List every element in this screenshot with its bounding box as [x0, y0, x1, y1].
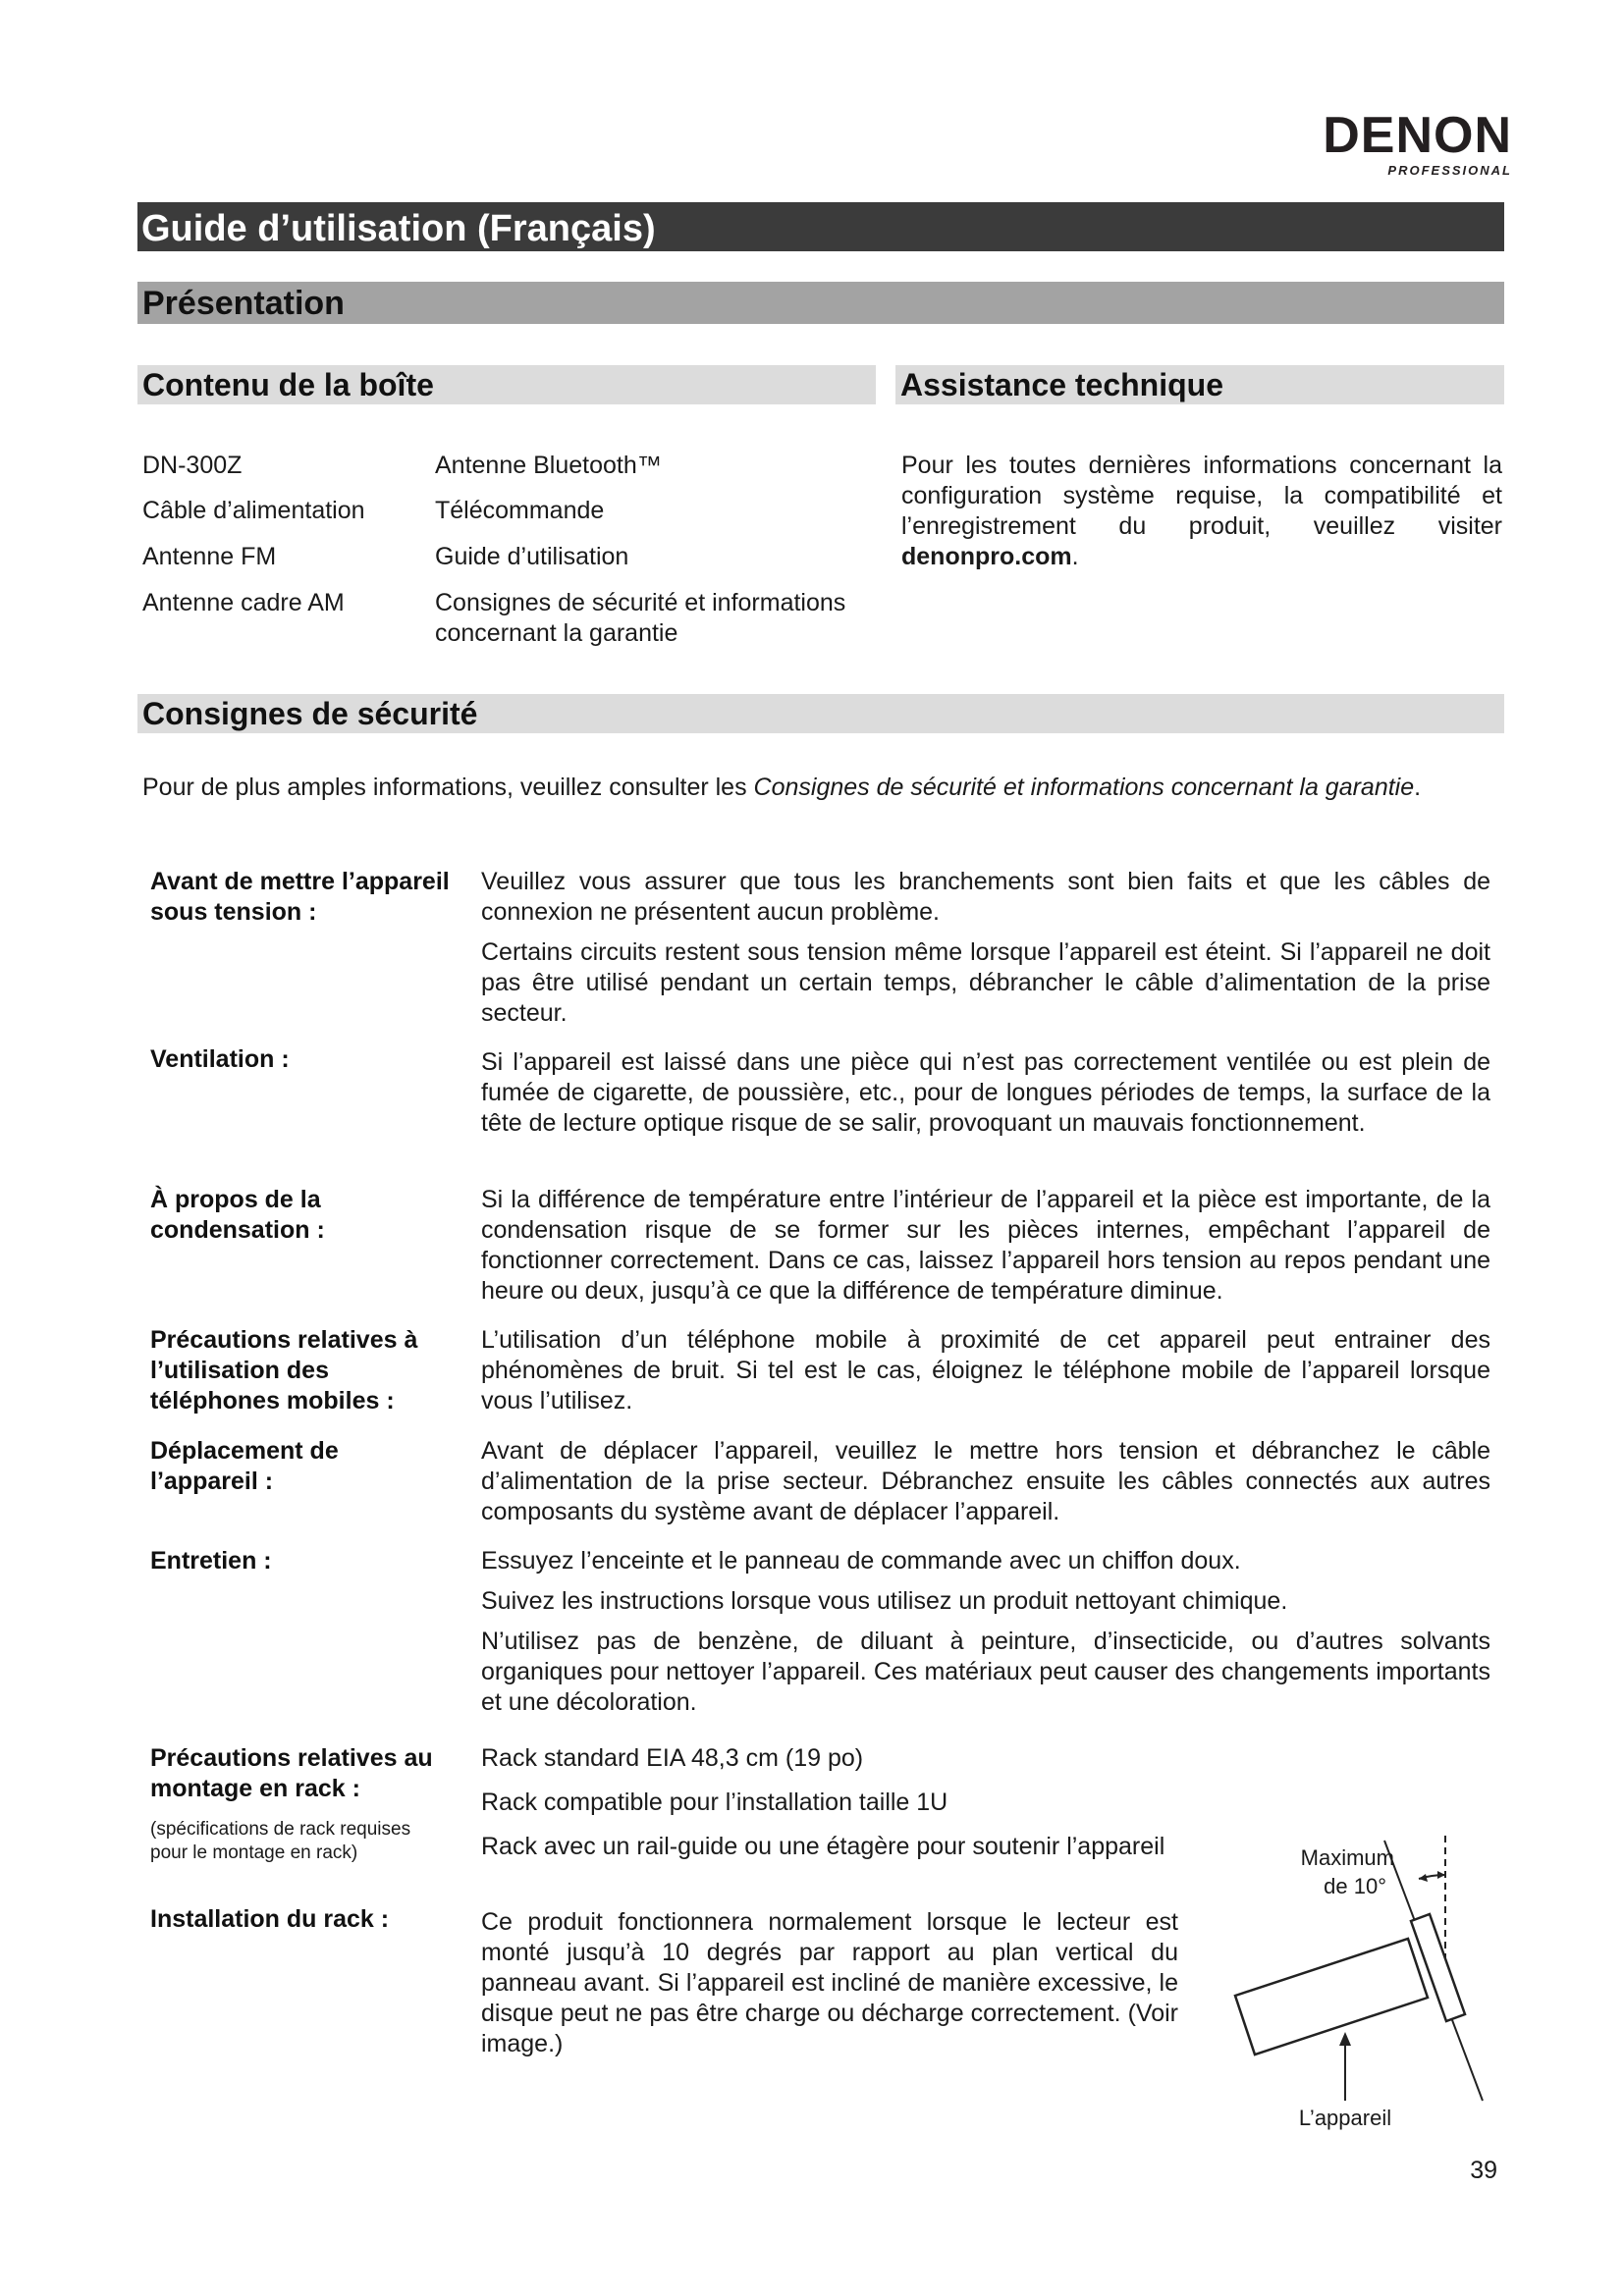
heading-safety: Consignes de sécurité: [142, 696, 478, 731]
paragraph: Si l’appareil est laissé dans une pièce qui n’est pas correctement ventilée ou est plein de fumée de cigarette, de poussière, etc., pour de longues périodes de temps, la surface de la tête de lecture optique risque de se salir, provoquant un mauvais fonctionnement.: [481, 1048, 1490, 1137]
label-line: Précautions relatives au: [150, 1744, 433, 1772]
paragraph: Essuyez l’enceinte et le panneau de commande avec un chiffon doux.: [481, 1547, 1241, 1575]
label-line: Déplacement de: [150, 1437, 339, 1465]
box-item: Antenne Bluetooth™: [435, 452, 662, 479]
label-line: l’appareil :: [150, 1468, 274, 1495]
paragraph: Suivez les instructions lorsque vous utilisez un produit nettoyant chimique.: [481, 1587, 1288, 1615]
box-item: Consignes de sécurité et informations: [435, 589, 846, 616]
safety-note-rack: [150, 1818, 410, 1865]
box-item: Antenne FM: [142, 543, 277, 570]
safety-intro-italic: Consignes de sécurité et informations concernant la garantie: [753, 774, 1415, 801]
box-item: Télécommande: [435, 497, 605, 524]
label-line: Entretien :: [150, 1547, 272, 1575]
label-line: Avant de mettre l’appareil: [150, 868, 450, 895]
safety-text-mobile: [481, 1325, 1490, 1416]
box-item: concernant la garantie: [435, 619, 678, 647]
label-line: montage en rack :: [150, 1775, 360, 1802]
safety-label-moving: [150, 1436, 339, 1497]
page-title: Guide d’utilisation (Français): [141, 208, 656, 249]
safety-label-power: [150, 867, 450, 928]
safety-label-mobile: [150, 1325, 417, 1416]
support-period: .: [1071, 543, 1079, 570]
paragraph: L’utilisation d’un téléphone mobile à proximité de cet appareil peut entrainer des phénomènes de bruit. Si tel est le cas, éloignez le téléphone mobile de l’appareil lorsque vous l’utilisez.: [481, 1326, 1490, 1415]
section-bar-presentation: [137, 282, 1504, 324]
safety-text-power: [481, 867, 1490, 1029]
max-angle-label-2: de 10°: [1324, 1874, 1386, 1898]
label-line: Précautions relatives à: [150, 1326, 418, 1354]
arrow-up-icon: [1339, 2032, 1351, 2046]
box-item: DN-300Z: [142, 452, 243, 479]
safety-text-rack-install: [481, 1907, 1178, 2059]
brand-logo: [1316, 107, 1512, 178]
heading-support: Assistance technique: [900, 367, 1223, 402]
paragraph: N’utilisez pas de benzène, de diluant à peinture, d’insecticide, ou d’autres solvants organiques pour nettoyer l’appareil. Ces matériaux peut causer des changements importants et une décoloration.: [481, 1628, 1490, 1716]
paragraph: Rack avec un rail-guide ou une étagère pour soutenir l’appareil: [481, 1833, 1165, 1860]
device-body: [1235, 1939, 1428, 2055]
safety-text-rack-mount: [481, 1743, 1267, 1862]
brand-name: DENON: [1323, 107, 1512, 164]
device-label: L’appareil: [1298, 2106, 1392, 2130]
section-title-presentation: Présentation: [142, 285, 345, 322]
box-item: Guide d’utilisation: [435, 543, 629, 570]
heading-bar-box-contents: [137, 365, 876, 404]
label-line: À propos de la: [150, 1186, 321, 1213]
paragraph: Certains circuits restent sous tension même lorsque l’appareil est éteint. Si l’appareil ne doit pas être utilisé pendant un certain temps, débrancher le câble d’alimentation de la prise secteur.: [481, 938, 1490, 1027]
note-line: (spécifications de rack requises: [150, 1819, 411, 1840]
label-line: l’utilisation des: [150, 1357, 329, 1384]
note-line: pour le montage en rack): [150, 1842, 358, 1863]
support-link[interactable]: denonpro.com: [901, 543, 1072, 570]
box-item: Câble d’alimentation: [142, 497, 365, 524]
heading-box-contents: Contenu de la boîte: [142, 367, 434, 402]
box-item: Antenne cadre AM: [142, 589, 345, 616]
safety-text-moving: [481, 1436, 1490, 1527]
heading-bar-support: [895, 365, 1504, 404]
safety-label-maintenance: [150, 1546, 272, 1576]
safety-intro-suffix: .: [1414, 774, 1422, 801]
paragraph: Avant de déplacer l’appareil, veuillez le mettre hors tension et débranchez le câble d’alimentation de la prise secteur. Débranchez ensuite les câbles connectés aux autres composants du système avant de déplacer l’appareil.: [481, 1437, 1490, 1525]
support-body: Pour les toutes dernières informations concernant la configuration système requise, la compatibilité et l’enregistrement du produit, veuillez visiter: [901, 452, 1502, 540]
paragraph: Rack compatible pour l’installation taille 1U: [481, 1789, 948, 1816]
brand-sub: PROFESSIONAL: [1387, 163, 1512, 178]
paragraph: Veuillez vous assurer que tous les branchements sont bien faits et que les câbles de connexion ne présentent aucun problème.: [481, 868, 1490, 926]
label-line: sous tension :: [150, 898, 317, 926]
paragraph: Rack standard EIA 48,3 cm (19 po): [481, 1744, 864, 1772]
paragraph: Si la différence de température entre l’intérieur de l’appareil et la pièce est importante, de la condensation risque de se former sur les pièces internes, empêchant l’appareil de fonctionner correctement. Dans ce cas, laissez l’appareil hors tension au repos pendant une heure ou deux, jusqu’à ce que la différence de température diminue.: [481, 1186, 1490, 1305]
safety-label-ventilation: [150, 1044, 290, 1075]
rack-tilt-diagram: [1218, 1816, 1512, 2130]
title-bar: [137, 202, 1504, 251]
safety-intro: [142, 773, 1507, 803]
device-front-panel: [1411, 1914, 1465, 2021]
safety-text-ventilation: [481, 1047, 1490, 1139]
label-line: condensation :: [150, 1216, 325, 1244]
label-line: Ventilation :: [150, 1045, 290, 1073]
safety-text-maintenance: [481, 1546, 1490, 1718]
safety-text-condensation: [481, 1185, 1490, 1307]
safety-intro-prefix: Pour de plus amples informations, veuillez consulter les: [142, 774, 754, 801]
heading-bar-safety: [137, 694, 1504, 733]
support-text: [901, 451, 1502, 572]
safety-label-condensation: [150, 1185, 325, 1246]
label-line: téléphones mobiles :: [150, 1387, 395, 1415]
page-number: 39: [1470, 2157, 1497, 2184]
arrow-head-icon: [1437, 1871, 1445, 1879]
safety-label-rack-install: [150, 1904, 389, 1935]
label-line: Installation du rack :: [150, 1905, 390, 1933]
max-angle-label-1: Maximum: [1300, 1845, 1394, 1870]
safety-label-rack-mount: [150, 1743, 433, 1804]
paragraph: Ce produit fonctionnera normalement lorsque le lecteur est monté jusqu’à 10 degrés par rapport au plan vertical du panneau avant. Si l’appareil est incliné de manière excessive, le disque peut ne pas être charge ou décharge correctement. (Voir image.): [481, 1908, 1178, 2057]
